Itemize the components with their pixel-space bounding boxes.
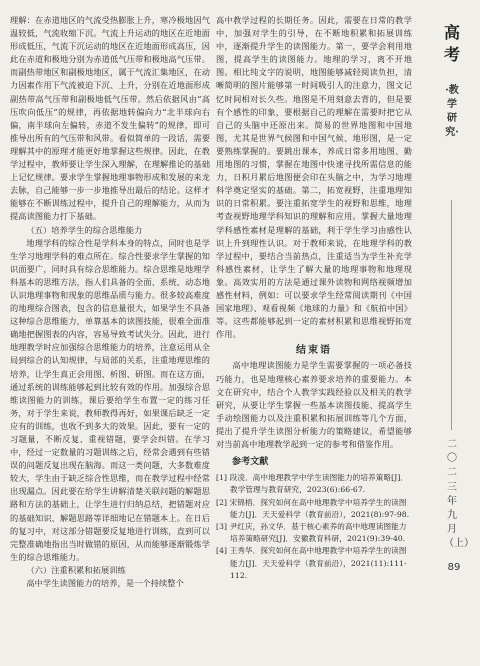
references-list [216,472,412,582]
body-paragraph: 高中教学过程的长期任务。因此，需要在日常的教学中，加强对学生的引导，在不断地积累和拓展训练中，逐渐提升学生的读图能力。第一，要学会利用地图，提高学生的读图能力。地理的学习，离不开地图。相比纯文字的说明，地图能够减轻阅读负担，清晰简明的图片能够第一时间吸引人的注意力，图文记忆时间相对长久些。地图是不用刻意去背的，但是要有个感性的印象，要根据自己的理解在需要时把它从自己的头脑中还原出来。简易的世界地图和中国地图，尤其是世界气候图和中国气候、地形图，是一定要熟练掌握的。要跳出课本，养成日常多用地图、勤用地图的习惯，掌握在地图中快速寻找所需信息的能力，日积月累后地图便会印在头脑之中，为学习地理科学奠定坚实的基础。第二，拓宽视野，注重地理知识的日常积累。要注重拓宽学生的视野和思维，地理考查视野地理学科知识的理解和应用。掌握大量地理学科感性素材是理解的基础，利于学生学习由感性认识上升到理性认识。对于教师来说，在地理学科的教学过程中，要结合当前热点，注重适当为学生补充学科感性素材，让学生了解大量的地理事物和地理现象。高效实用的方法是通过课外读物和网络视频增加感性材料，例如：可以要求学生经常阅读期刊《中国国家地理》、观看视频《地球的力量》和《航拍中国》等。这些都能够起到一定的素材积累和思维视野拓宽作用。 [216,15,412,340]
body-paragraph: 地理学科的综合性是学科本身的特点，同时也是学生学习地理学科的难点所在。综合性要求学生掌握的知识面要广，同时具有综合思维能力。综合思维是地理学科基本的思维方法，指人们具备的全面、系统、动态地认识地理事物和现象的思维品质与能力。很多较高难度的地理综合图表，包含的信息量很大，如果学生不具备这种综合思维能力，单靠基本的读图技能，很难全面准确地把握图表的内容，容易导致考试失分。因此，进行地理教学时应加强综合思维能力的培养，注意运用从全局到综合的认知规律，与局部的关系，注重地理思维的培养，让学生真正会用图、析图、研图。而在这方面，通过系统的训练能够起到比较有效的作用。加强综合思维读图能力的训练，课后要给学生布置一定的练习任务，对于学生来说，教师教得再好，如果课后缺乏一定应有的训练，也收不到多大的效果。因此，要有一定的习题量，不断反复、重视错题，要学会纠错。在学习中，经过一定数量的习题训练之后，经常会遇到有些错误的问题反复出现在脑海。而这一类问题，大多数难度较大，学生由于缺乏综合性思维，而在教学过程中经常出现漏点。因此要在给学生讲解清楚关联问题的解题思路和方法的基础上，让学生进行归纳总结，把错题对应的基础知识、解题思路等详细地记在错题本上。在日后的复习中，对这部分错题要反复地进行训练，直到可以完整准确地指出当时做错的原因，从而能够逐渐锻炼学生的综合思维能力。 [10,237,210,562]
right-column [216,14,412,582]
page-number: 89 [447,562,461,573]
reference-item: [1] 段凌．高中地理教学中学生读图能力的培养策略[J]．教学管理与教育研究，2023(6):66-67. [216,473,409,495]
sidebar-divider [451,200,452,430]
journal-name: 高考 [443,23,460,64]
column-name: ·教学研究· [445,85,459,138]
issue-date: 二〇二三年九月（上） [444,439,474,550]
left-column [10,14,210,590]
journal-sidebar [424,0,480,666]
body-paragraph: 高中学生读图能力的培养，是一个持续整个 [26,578,184,589]
reference-item: [2] 宋锦榕．探究如何在高中地理教学中培养学生的读图能力[J]．天天爱科学（教育前沿），2021(8):97-98. [216,497,410,519]
body-paragraph: 理解：在赤道地区的气流受热膨胀上升，寒冷极地因气温较低，气流收缩下沉。气流上升运动的地区在近地面形成低压，气流下沉运动的地区在近地面形成高压，因此在赤道和极地分别为赤道低气压带和极地高气压带。而副热带地区和副极地地区，属于气流汇集地区，在动力因素作用下气流被迫下沉、上升，分别在近地面形成副热带高气压带和副极地低气压带。然后依据风由“高压吹向低压”的规律，再依据地转偏向力“北半球向右偏，南半球向左偏转，赤道不发生偏转”的规律，即可推导出所有的气压带和风带。看似简单的一段话，需要理解其中的原理才能更好地掌握这些规律。因此，在教学过程中，教师要让学生深入理解，在理解推论的基础上记忆规律。要求学生掌握地理事物形成和发展的来龙去脉，自己能够一步一步地推导出最后的结论。这样才能够在不断训练过程中，提升自己的理解能力，从而为提高读图能力打下基础。 [10,15,210,222]
references-heading: 参考文献 [232,457,269,468]
subsection-heading: （六）注重积累和拓展训练 [26,564,126,575]
subsection-heading: （五）培养学生的综合思维能力 [26,224,143,235]
body-paragraph: 高中地理读图能力是学生需要掌握的一项必备技巧能力，也是地理核心素养要求培养的重要能力。本文在研究中，结合个人教学实践经验以及相关的教学研究，从要让学生掌握一些基本读图技能、提高学生手动绘图能力以及注重积累和拓展训练等几个方面，提出了提升学生读图分析能力的策略建议，希望能够对当前高中地理教学起到一定的参考和借鉴作用。 [216,360,412,449]
section-heading: 结束语 [296,345,332,357]
reference-item: [3] 尹红庆，孙文华．基于核心素养的高中地理读图能力培养策略研究[J]．安徽教育科研，2021(9):39-40. [216,522,407,544]
reference-item: [4] 王秀华．探究如何在高中地理教学中培养学生的读图能力[J]．天天爱科学（教育前沿），2021(11):111-112. [216,546,407,580]
